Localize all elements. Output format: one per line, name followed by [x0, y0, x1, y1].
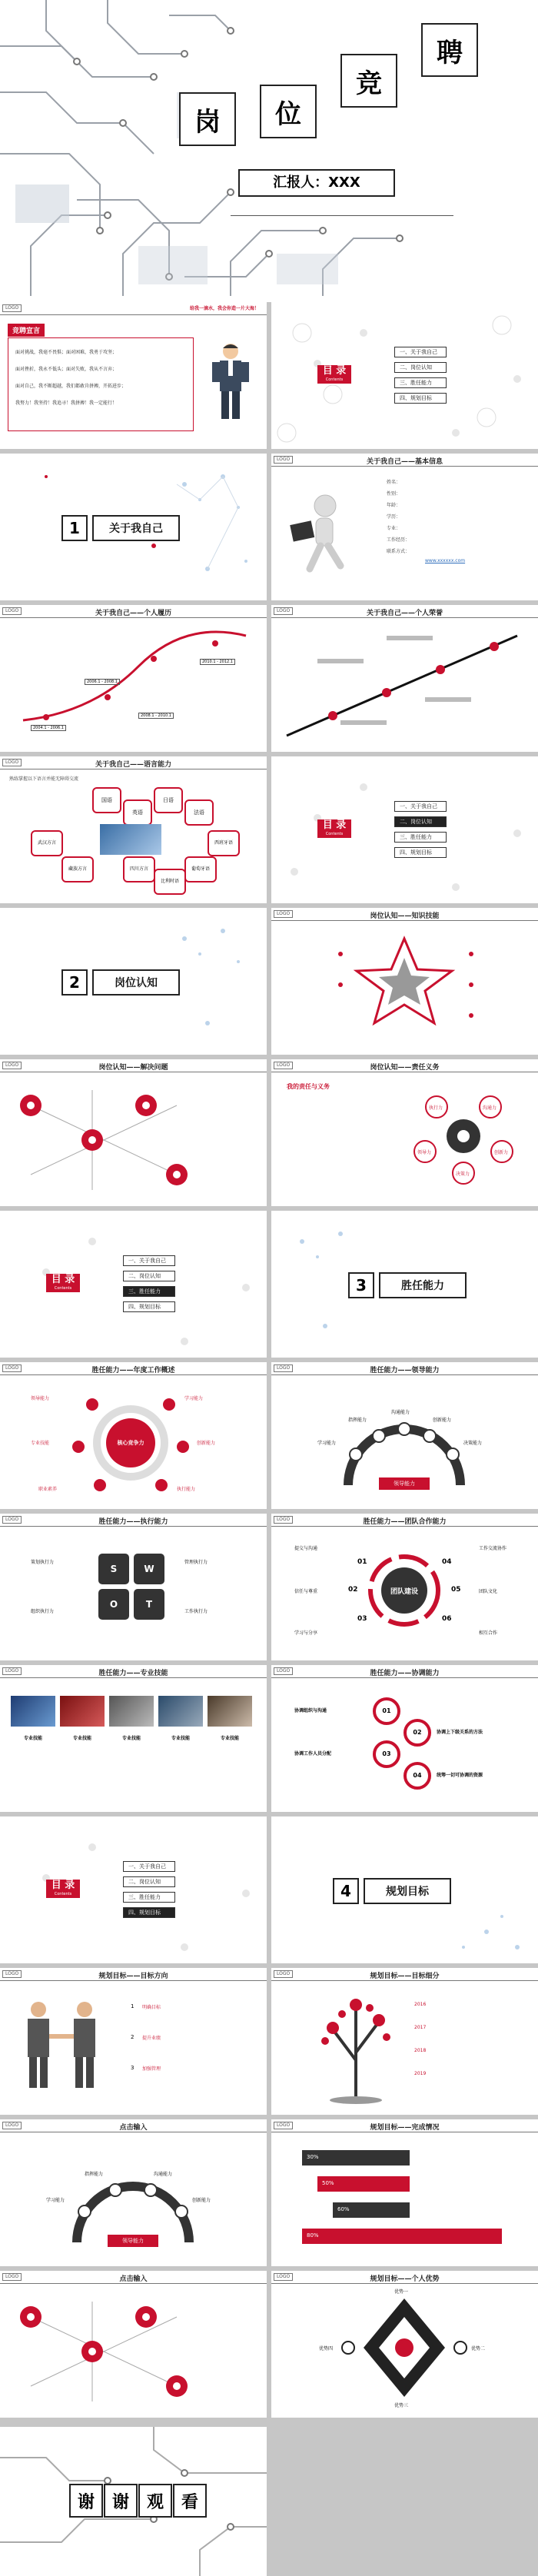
slide-header: [0, 302, 267, 315]
logo: LOGO: [2, 759, 22, 766]
manifesto-heading: 竞聘宣言: [8, 324, 45, 337]
swot-item: 组织执行力: [31, 1609, 55, 1614]
coord-item: 统筹一切可协调的资源: [437, 1773, 483, 1778]
logo: LOGO: [274, 2122, 293, 2129]
toc-item-active[interactable]: 四、规划目标: [123, 1907, 175, 1918]
role-label: 执行力: [429, 1105, 443, 1111]
manifesto-line: 面对挑战，我毫不畏惧；面对困难，我勇于攻坚；: [15, 350, 118, 355]
hex-pattern: [0, 1211, 267, 1358]
goal-year: 2017: [414, 2025, 427, 2030]
core-item: 学习能力: [184, 1396, 204, 1401]
core-item: 执行能力: [177, 1487, 196, 1492]
lang-hex: 比利时语: [154, 869, 186, 895]
slide-completion: [271, 2119, 538, 2266]
toc-item[interactable]: 三、胜任能力: [394, 832, 447, 843]
logo: LOGO: [274, 456, 293, 464]
coord-item: 协调工作人员分配: [294, 1751, 332, 1757]
slogan: 给我一滴水，我会你造一片大海！: [189, 306, 259, 311]
slide-strengths: [271, 2271, 538, 2418]
toc-badge-label: 目 录: [51, 1880, 75, 1891]
toc-item[interactable]: 一、关于我自己: [394, 801, 447, 812]
toc-item-active[interactable]: 三、胜任能力: [123, 1286, 175, 1297]
toc-item[interactable]: 三、胜任能力: [394, 377, 447, 388]
slide-problem-solving: [0, 1059, 267, 1206]
toc-item[interactable]: 一、关于我自己: [123, 1861, 175, 1872]
goal-item: 加强管理: [142, 2066, 161, 2072]
section-number: 4: [333, 1878, 359, 1904]
goal-step: 1: [131, 2003, 134, 2009]
info-field-contact: 联系方式：: [387, 549, 410, 554]
team-item: 学习与分享: [294, 1630, 318, 1636]
role-label: 决策力: [456, 1172, 470, 1177]
slide-responsibility: [271, 1059, 538, 1206]
toc-badge: [46, 1274, 80, 1292]
core-item: 领导能力: [31, 1396, 50, 1401]
toc-item[interactable]: 三、胜任能力: [123, 1892, 175, 1903]
leadership-item: 指挥能力: [348, 1418, 367, 1423]
resume-date: 2010.1 - 2012.1: [200, 659, 235, 665]
slide-honors: [271, 605, 538, 752]
team-item: 团队文化: [479, 1589, 498, 1594]
slide-resume: [0, 605, 267, 752]
slide-toc-4: [0, 1816, 267, 1963]
slide-toc-3: [0, 1211, 267, 1358]
slide-knowledge: [271, 908, 538, 1055]
logo: LOGO: [2, 2122, 22, 2129]
toc-item[interactable]: 二、岗位认知: [394, 362, 447, 373]
gear-diagram: [271, 1059, 538, 1206]
section-number: 2: [61, 969, 88, 995]
logo: LOGO: [274, 1062, 293, 1069]
team-item: 工作交流协作: [479, 1546, 507, 1551]
logo: LOGO: [274, 1364, 293, 1372]
handshake-figure: [15, 1999, 108, 2099]
logo: LOGO: [2, 2273, 22, 2281]
slide-title: 关于我自己——基本信息: [366, 458, 443, 466]
goal-year: 2019: [414, 2071, 427, 2076]
slide-skills: [0, 1665, 267, 1812]
manifesto-line: 面对自己，我不断超越，我们都敢肯拼搏，开拓进步；: [15, 384, 127, 389]
lang-hex: 英语: [123, 799, 152, 826]
slide-title: 胜任能力——团队合作能力: [363, 1518, 447, 1526]
lang-hex: 日语: [154, 787, 183, 813]
toc-badge-label: 目 录: [322, 365, 347, 377]
lang-hex: 武汉方言: [31, 830, 63, 856]
manifesto-line: 面对挫折，我永不低头；面对失败，我从不言弃；: [15, 367, 118, 372]
slide-goal-breakdown: [271, 1968, 538, 2115]
core-item: 专业技能: [31, 1441, 50, 1446]
skill-label: 专业技能: [72, 1736, 91, 1741]
section-title: 岗位认知: [92, 969, 180, 995]
core-center-label: 核心竞争力: [117, 1440, 144, 1446]
skill-label: 专业技能: [220, 1736, 239, 1741]
businessman-figure: [208, 341, 254, 425]
input-arc-item: 沟通能力: [154, 2172, 173, 2177]
leadership-item: 决策能力: [463, 1441, 483, 1446]
goal-year: 2016: [414, 2002, 427, 2007]
slide-section-3: [271, 1211, 538, 1358]
skill-photo: [158, 1696, 203, 1727]
goal-item: 明确目标: [142, 2005, 161, 2010]
title-char-1: 岗: [179, 92, 236, 146]
swot-item: 管理执行力: [184, 1560, 208, 1565]
leadership-item: 沟通能力: [391, 1410, 410, 1415]
role-label: 创新力: [494, 1150, 509, 1155]
lang-hex: 西班牙语: [208, 830, 240, 856]
completion-pct: 60%: [337, 2206, 350, 2212]
resume-date: 2008.1 - 2010.1: [138, 713, 174, 719]
ending-char: 谢: [104, 2484, 138, 2518]
title-slide: [0, 0, 538, 302]
logo: LOGO: [2, 304, 22, 312]
lang-hex: 国语: [92, 787, 121, 813]
strength-item: 优势一: [394, 2289, 409, 2295]
title-char-3: 竞: [340, 54, 397, 108]
slide-section-4: [271, 1816, 538, 1963]
section-number: 1: [61, 515, 88, 541]
toc-item[interactable]: 一、关于我自己: [123, 1255, 175, 1266]
skill-photo: [208, 1696, 252, 1727]
logo: LOGO: [274, 910, 293, 918]
team-num: 01: [357, 1558, 367, 1566]
slide-title: 点击输入: [119, 2124, 148, 2132]
logo: LOGO: [2, 1667, 22, 1675]
section-title: 关于我自己: [92, 515, 180, 541]
toc-item-active[interactable]: 二、岗位认知: [394, 816, 447, 827]
section-title: 规划目标: [364, 1878, 451, 1904]
honors-timeline: [271, 605, 538, 752]
lang-hex: 四川方言: [123, 856, 155, 882]
skill-label: 专业技能: [171, 1736, 190, 1741]
coord-num: 03: [382, 1750, 391, 1757]
info-field-name: 姓名：: [387, 480, 401, 485]
goal-step: 3: [131, 2065, 134, 2071]
logo: LOGO: [274, 607, 293, 615]
coord-item: 协调组织与沟通: [294, 1708, 327, 1713]
input-arc-item: 创新能力: [192, 2198, 211, 2203]
skill-photo: [11, 1696, 55, 1727]
completion-pct: 80%: [307, 2232, 319, 2239]
slide-title: 规划目标——目标方向: [98, 1973, 168, 1980]
slide-title: 关于我自己——个人荣誉: [366, 610, 443, 617]
slide-title: 胜任能力——协调能力: [370, 1670, 440, 1677]
logo: LOGO: [2, 1062, 22, 1069]
core-item: 职业素养: [38, 1487, 58, 1492]
skill-photo: [60, 1696, 105, 1727]
slide-ending: [0, 2427, 267, 2576]
slide-title: 规划目标——完成情况: [370, 2124, 440, 2132]
toc-badge-sub: Contents: [325, 832, 344, 836]
lang-intro: 熟练掌握以下语言并能无障碍交流: [9, 776, 79, 782]
slide-title: 关于我自己——语言能力: [95, 761, 171, 769]
strength-item: 优势三: [394, 2403, 409, 2408]
slide-header: [0, 1514, 267, 1527]
slide-execution: [0, 1514, 267, 1660]
slide-input-network: [0, 2271, 267, 2418]
info-field-major: 专业：: [387, 526, 401, 531]
info-field-gender: 性别：: [387, 491, 401, 497]
logo: LOGO: [2, 1970, 22, 1978]
logo: LOGO: [2, 1364, 22, 1372]
role-label: 领导力: [417, 1150, 432, 1155]
coord-num: 02: [413, 1729, 422, 1736]
info-fields: [387, 477, 410, 557]
skill-label: 专业技能: [23, 1736, 42, 1741]
resume-date: 2004.1 - 2006.1: [31, 725, 66, 731]
slide-toc-2: [271, 756, 538, 903]
slide-title: 点击输入: [119, 2275, 148, 2283]
toc-badge-sub: Contents: [54, 1892, 72, 1896]
team-num: 06: [442, 1615, 452, 1623]
title-rule: [231, 215, 453, 216]
toc-item[interactable]: 四、规划目标: [123, 1301, 175, 1312]
logo: LOGO: [274, 1516, 293, 1524]
input-arc-item: 指挥能力: [85, 2172, 104, 2177]
completion-pct: 30%: [307, 2154, 319, 2160]
toc-badge: [317, 365, 351, 384]
info-field-work: 工作经历：: [387, 537, 410, 543]
section-title: 胜任能力: [379, 1272, 467, 1298]
swot-cell: T: [134, 1589, 164, 1620]
title-accent-bar: [0, 296, 538, 302]
running-figure: [287, 492, 356, 577]
slide-annual-overview: [0, 1362, 267, 1509]
logo: LOGO: [2, 1516, 22, 1524]
lang-hex: 法语: [184, 799, 214, 826]
strength-item: 优势四: [319, 2346, 334, 2352]
info-field-age: 年龄：: [387, 503, 401, 508]
slide-header: [0, 756, 267, 769]
team-item: 提交与沟通: [294, 1546, 318, 1551]
toc-item[interactable]: 二、岗位认知: [123, 1876, 175, 1887]
resume-date: 2006.1 - 2008.1: [85, 679, 120, 685]
role-label: 沟通力: [483, 1105, 497, 1111]
toc-badge-label: 目 录: [322, 819, 347, 831]
responsibility-heading: 我的责任与义务: [287, 1083, 330, 1090]
slide-manifesto: [0, 302, 267, 449]
title-char-4: 聘: [421, 23, 478, 77]
toc-badge: [317, 819, 351, 838]
slide-header: [0, 1665, 267, 1678]
slide-goal-direction: [0, 1968, 267, 2115]
toc-badge-sub: Contents: [325, 377, 344, 382]
slide-title: 胜任能力——执行能力: [98, 1518, 168, 1526]
slide-input-arc: [0, 2119, 267, 2266]
swot-item: 工作执行力: [184, 1609, 208, 1614]
swot-cell: O: [98, 1589, 129, 1620]
swot-cell: W: [134, 1554, 164, 1584]
slide-teamwork: [271, 1514, 538, 1660]
coord-item: 协调上下级关系的方法: [437, 1730, 483, 1735]
logo: LOGO: [274, 2273, 293, 2281]
team-num: 04: [442, 1558, 452, 1566]
slide-basic-info: [271, 454, 538, 600]
slide-title: 规划目标——目标细分: [370, 1973, 440, 1980]
toc-item[interactable]: 二、岗位认知: [123, 1271, 175, 1281]
coord-num: 01: [382, 1707, 391, 1714]
info-email[interactable]: www.xxxxxx.com: [425, 558, 466, 563]
slide-header: [271, 2119, 538, 2132]
toc-item[interactable]: 四、规划目标: [394, 847, 447, 858]
toc-badge: [46, 1880, 80, 1898]
empty-area: [271, 2427, 538, 2576]
slide-languages: [0, 756, 267, 903]
strength-item: 优势二: [471, 2346, 486, 2352]
leadership-item: 学习能力: [317, 1441, 337, 1446]
toc-badge-sub: Contents: [54, 1286, 72, 1291]
goal-year: 2018: [414, 2048, 427, 2053]
section-number: 3: [348, 1272, 374, 1298]
coord-gears: [271, 1665, 538, 1812]
completion-bar: [302, 2229, 502, 2244]
goal-step: 2: [131, 2034, 134, 2040]
slide-title: 关于我自己——个人履历: [95, 610, 171, 617]
slide-header: [271, 454, 538, 467]
lang-photo: [100, 824, 161, 855]
title-char-2: 位: [260, 85, 317, 138]
team-num: 02: [348, 1586, 358, 1594]
skill-label: 专业技能: [121, 1736, 141, 1741]
info-field-edu: 学历：: [387, 514, 401, 520]
slide-header: [0, 1968, 267, 1981]
completion-pct: 50%: [322, 2180, 334, 2186]
reporter-label: 汇报人：XXX: [238, 169, 395, 197]
team-num: 05: [451, 1586, 461, 1594]
swot-cell: S: [98, 1554, 129, 1584]
toc-item[interactable]: 四、规划目标: [394, 393, 447, 404]
star-diagram: [271, 908, 538, 1055]
team-center: 团队建设: [390, 1588, 418, 1596]
skill-photo: [109, 1696, 154, 1727]
hex-pattern: [0, 1816, 267, 1963]
input-network: [0, 2271, 267, 2418]
slide-leadership: [271, 1362, 538, 1509]
input-arc-center: 领导能力: [122, 2238, 144, 2244]
hex-pattern: [271, 756, 538, 903]
slide-section-1: [0, 454, 267, 600]
core-item: 创新能力: [197, 1441, 216, 1446]
goal-tree: [271, 1968, 538, 2115]
team-num: 03: [357, 1615, 367, 1623]
coord-num: 04: [413, 1772, 422, 1779]
slide-section-2: [0, 908, 267, 1055]
input-arc-item: 学习能力: [46, 2198, 65, 2203]
logo: LOGO: [274, 1970, 293, 1978]
goal-item: 提升业绩: [142, 2036, 161, 2041]
team-item: 信任与尊重: [294, 1589, 318, 1594]
problem-network: [0, 1059, 267, 1206]
slide-title: 规划目标——个人优势: [370, 2275, 440, 2283]
logo: LOGO: [274, 1667, 293, 1675]
ending-char: 谢: [69, 2484, 103, 2518]
toc-item[interactable]: 一、关于我自己: [394, 347, 447, 357]
slide-coordination: [271, 1665, 538, 1812]
manifesto-line: 我努力！我坚持！我追寻！我拼搏！我一定能行！: [15, 401, 118, 406]
slide-title: 胜任能力——专业技能: [98, 1670, 168, 1677]
ending-char: 观: [138, 2484, 172, 2518]
leadership-center: 领导能力: [394, 1481, 415, 1487]
lang-hex: 藏族方言: [61, 856, 94, 882]
team-item: 相互合作: [479, 1630, 498, 1636]
ending-char: 看: [173, 2484, 207, 2518]
slide-title: 胜任能力——领导能力: [370, 1367, 440, 1374]
hex-pattern: [271, 302, 538, 449]
slide-toc-1: [271, 302, 538, 449]
slide-title: 胜任能力——年度工作概述: [91, 1367, 175, 1374]
leadership-item: 创新能力: [433, 1418, 452, 1423]
lang-hex: 葡萄牙语: [184, 856, 217, 882]
swot-item: 策划执行力: [31, 1560, 55, 1565]
slide-grid: [0, 302, 538, 2422]
slide-title: 岗位认知——解决问题: [98, 1064, 168, 1072]
slide-title: 岗位认知——责任义务: [370, 1064, 440, 1072]
toc-badge-label: 目 录: [51, 1274, 75, 1285]
logo: LOGO: [2, 607, 22, 615]
slide-title: 岗位认知——知识技能: [370, 912, 440, 920]
